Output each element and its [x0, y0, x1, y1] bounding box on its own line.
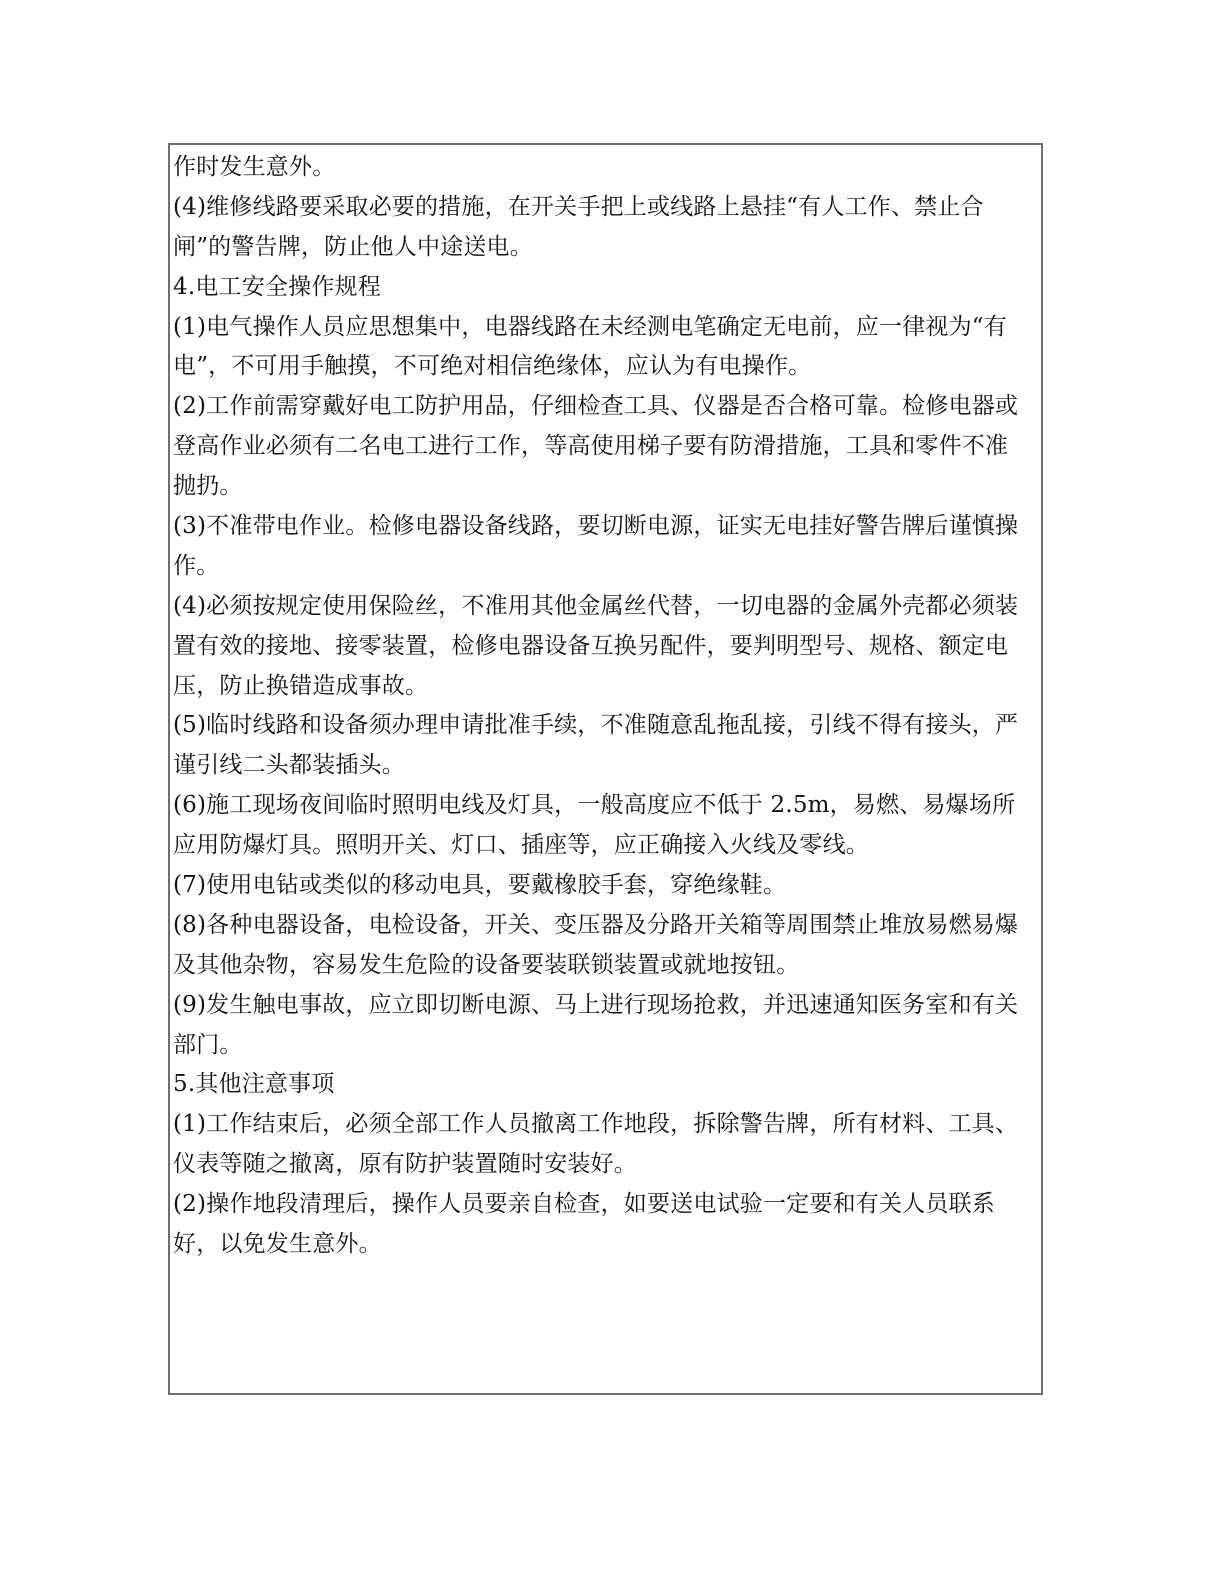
- text-line: 电”，不可用手触摸，不可绝对相信绝缘体，应认为有电操作。: [173, 353, 812, 380]
- text-line: (4)维修线路要采取必要的措施，在开关手把上或线路上悬挂“有人工作、禁止合: [173, 193, 984, 220]
- section-heading: 4.电工安全操作规程: [173, 273, 381, 300]
- text-line: 闸”的警告牌，防止他人中途送电。: [173, 233, 533, 260]
- text-line: (1)工作结束后，必须全部工作人员撤离工作地段，拆除警告牌，所有材料、工具、: [173, 1111, 1019, 1138]
- text-line: (6)施工现场夜间临时照明电线及灯具，一般高度应不低于 2.5m，易燃、易爆场所: [173, 792, 1016, 819]
- text-line: (7)使用电钻或类似的移动电具，要戴橡胶手套，穿绝缘鞋。: [173, 872, 787, 899]
- text-line: (3)不准带电作业。检修电器设备线路，要切断电源，证实无电挂好警告牌后谨慎操: [173, 513, 1019, 540]
- text-line: (4)必须按规定使用保险丝，不准用其他金属丝代替，一切电器的金属外壳都必须装: [173, 592, 1019, 619]
- text-line: 登高作业必须有二名电工进行工作，等高使用梯子要有防滑措施，工具和零件不准: [173, 433, 1009, 460]
- text-line: 及其他杂物，容易发生危险的设备要装联锁装置或就地按钮。: [173, 951, 800, 978]
- text-line: 作。: [173, 552, 220, 579]
- text-line: 好，以免发生意外。: [173, 1231, 382, 1258]
- text-line: 压，防止换错造成事故。: [173, 672, 429, 699]
- text-line: (9)发生触电事故，应立即切断电源、马上进行现场抢救，并迅速通知医务室和有关: [173, 991, 1019, 1018]
- text-line: 置有效的接地、接零装置，检修电器设备互换另配件，要判明型号、规格、额定电: [173, 632, 1009, 659]
- text-line: (1)电气操作人员应思想集中，电器线路在未经测电笔确定无电前，应一律视为“有: [173, 313, 1007, 340]
- text-line: 应用防爆灯具。照明开关、灯口、插座等，应正确接入火线及零线。: [173, 832, 869, 859]
- text-line: (8)各种电器设备，电检设备，开关、变压器及分路开关箱等周围禁止堆放易燃易爆: [173, 911, 1019, 938]
- text-line: (2)工作前需穿戴好电工防护用品，仔细检查工具、仪器是否合格可靠。检修电器或: [173, 393, 1019, 420]
- text-line: 部门。: [173, 1031, 243, 1058]
- text-line: 抛扔。: [173, 473, 243, 500]
- text-line: 作时发生意外。: [173, 154, 336, 180]
- document-frame: [168, 143, 1043, 1395]
- text-line: 仪表等随之撤离，原有防护装置随时安装好。: [173, 1151, 637, 1178]
- text-line: 谨引线二头都装插头。: [173, 752, 405, 779]
- text-line: (5)临时线路和设备须办理申请批准手续，不准随意乱拖乱接，引线不得有接头，严: [173, 712, 1019, 739]
- section-heading: 5.其他注意事项: [173, 1071, 335, 1098]
- text-line: (2)操作地段清理后，操作人员要亲自检查，如要送电试验一定要和有关人员联系: [173, 1191, 995, 1218]
